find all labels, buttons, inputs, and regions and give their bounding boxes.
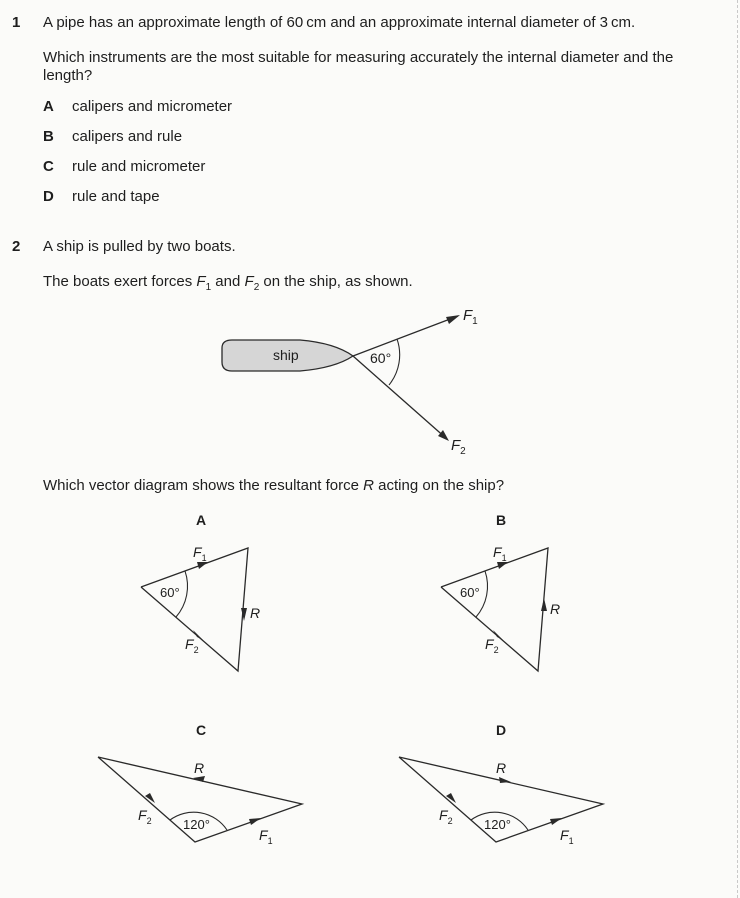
f1-symbol: F [560,827,569,843]
f2-symbol: F [244,273,254,290]
arrowhead-icon [197,562,208,569]
arrowhead-icon [550,818,562,825]
f1-label [259,827,273,846]
f1-subscript: 1 [205,282,212,293]
angle-label: 120° [484,817,511,832]
f1-symbol: F [463,307,473,324]
f2-subscript: 2 [460,446,466,457]
f1-subscript: 1 [267,835,273,846]
arrowhead-icon [541,598,547,611]
option-letter: B [43,128,54,145]
prompt-text: acting on the ship? [373,477,505,494]
option-letter: C [43,158,54,175]
option-text: rule and tape [72,188,160,205]
ship-label: ship [273,347,299,363]
option-letter: A [43,98,54,115]
arrowhead-icon [145,793,155,803]
angle-label: 120° [183,817,210,832]
r-symbol: R [363,477,374,494]
r-label: R [496,760,507,776]
f1-subscript: 1 [568,835,574,846]
diagram-b-letter: B [496,512,507,528]
f2-label [185,636,199,655]
option-letter: D [43,188,54,205]
f2-symbol: F [485,636,494,652]
angle-label: 60° [370,350,392,366]
diagram-d-letter: D [496,722,507,738]
diagram-a-letter: A [196,512,207,528]
f1-subscript: 1 [472,316,478,327]
f1-symbol: F [193,544,202,560]
context-text: and [211,273,245,290]
option-text: calipers and micrometer [72,98,233,115]
f2-subscript: 2 [447,815,453,826]
question-stem: A pipe has an approximate length of 60 cm and an approximate internal diameter of 3 cm. [43,14,636,31]
arrowhead-icon [497,562,508,569]
option-text: rule and micrometer [72,158,206,175]
arrowhead-icon [446,793,456,803]
arrowhead-icon [249,818,261,825]
angle-label: 60° [160,585,180,600]
angle-label: 60° [460,585,480,600]
f2-label [485,636,499,655]
f1-label [193,544,207,563]
r-label: R [194,760,205,776]
f2-subscript: 2 [493,644,499,655]
f1-subscript: 1 [501,552,507,563]
f1-label [560,827,574,846]
context-text: on the ship, as shown. [259,273,413,290]
arrowhead-icon [499,777,511,783]
option-text: calipers and rule [72,128,183,145]
f1-symbol: F [259,827,268,843]
f2-subscript: 2 [146,815,152,826]
r-label: R [550,601,561,617]
f1-subscript: 1 [201,552,207,563]
context-text: The boats exert forces [43,273,197,290]
question-prompt: Which instruments are the most suitable for measuring accurately the internal diameter and the length? [43,49,674,84]
f2-symbol: F [138,807,147,823]
r-label: R [250,605,261,621]
f2-subscript: 2 [193,644,199,655]
f2-symbol: F [439,807,448,823]
f2-symbol: F [185,636,194,652]
f2-label [138,807,152,826]
diagram-c-letter: C [196,722,207,738]
question-number: 1 [12,14,21,31]
question-stem: A ship is pulled by two boats. [43,238,236,255]
f1-symbol: F [493,544,502,560]
f1-symbol: F [196,273,206,290]
f1-label [493,544,507,563]
prompt-text: Which vector diagram shows the resultant force [43,477,364,494]
f2-subscript: 2 [253,282,260,293]
question-number: 2 [12,238,21,255]
f2-symbol: F [451,437,461,454]
f2-label [439,807,453,826]
